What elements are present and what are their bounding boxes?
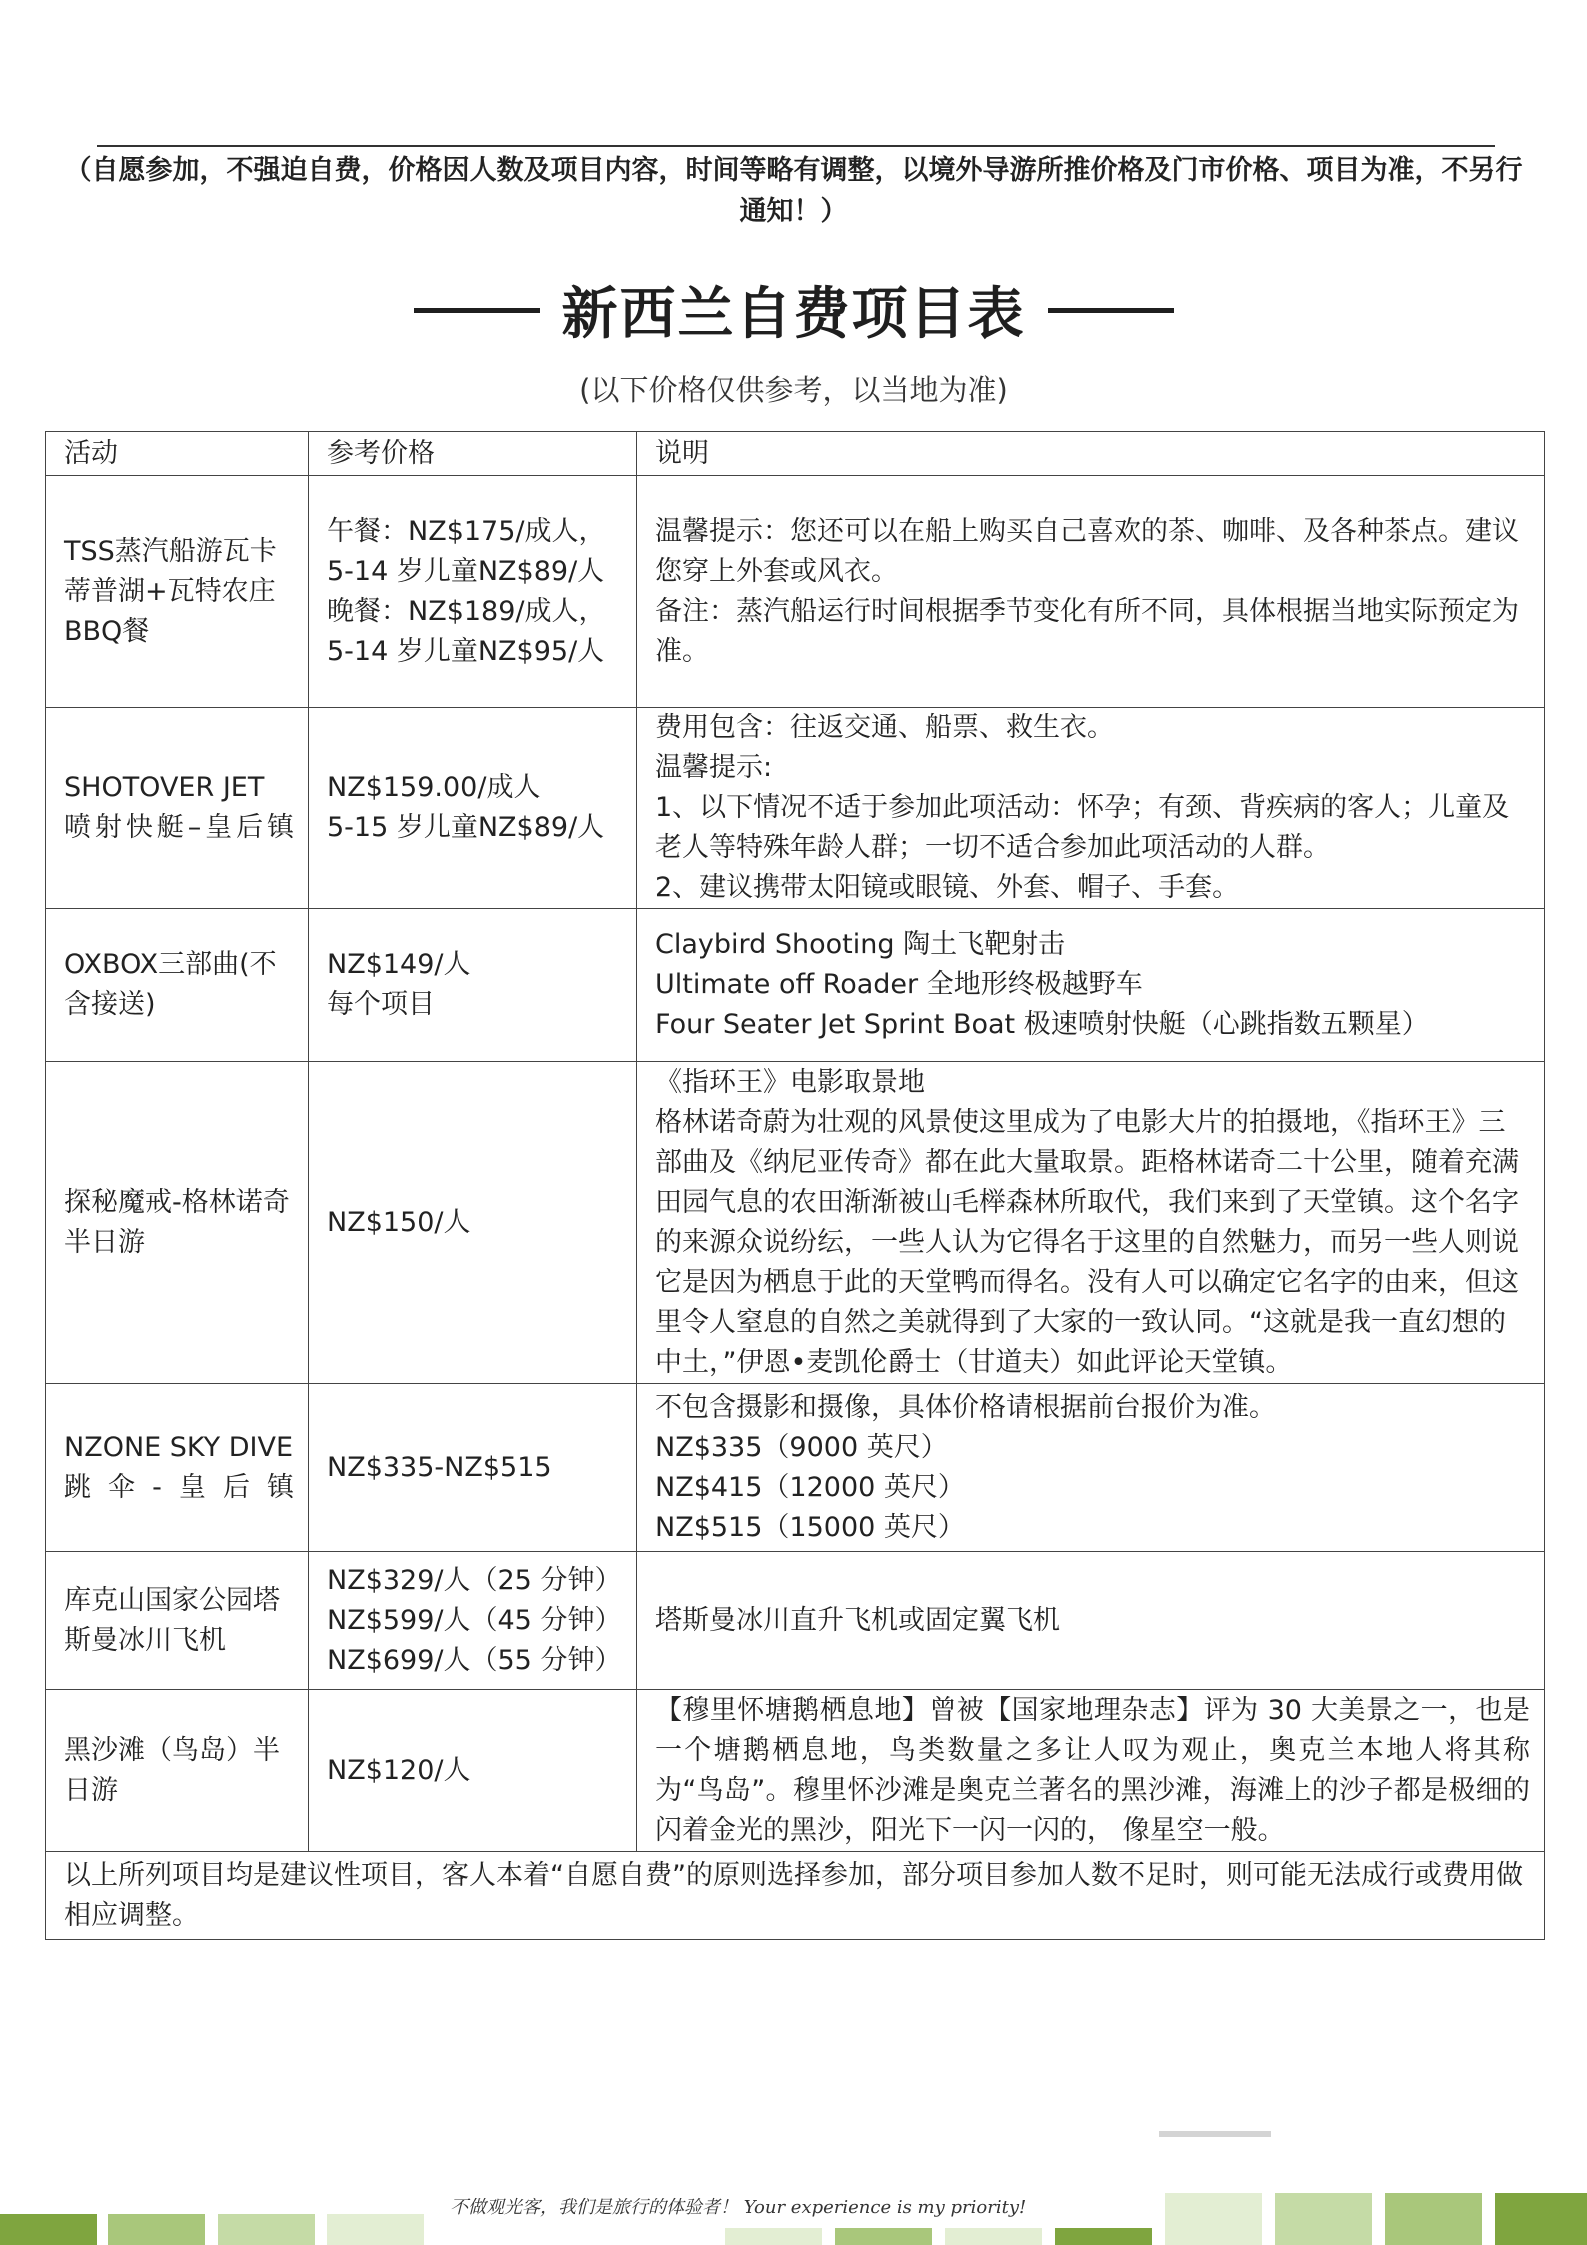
description-line: Ultimate off Roader 全地形终极越野车: [655, 969, 1143, 1000]
activity-cell: 探秘魔戒-格林诺奇半日游: [46, 1062, 309, 1384]
price-line: NZ$159.00/成人: [327, 772, 541, 803]
price-line: NZ$699/人（55 分钟）: [327, 1644, 622, 1676]
description-line: 费用包含：往返交通、船票、救生衣。: [655, 712, 1114, 743]
description-line: 温馨提示:: [655, 752, 773, 783]
price-line: NZ$335-NZ$515: [327, 1451, 552, 1483]
footer-tile: [1275, 2193, 1372, 2245]
notice-text: （自愿参加，不强迫自费，价格因人数及项目内容，时间等略有调整，以境外导游所推价格及门市价格、项目为准，不另行通知！）: [64, 155, 1523, 227]
price-line: NZ$150/人: [327, 1206, 471, 1238]
price-line: NZ$120/人: [327, 1754, 471, 1786]
price-line: 午餐：NZ$175/成人，: [327, 515, 606, 547]
description-line: 塔斯曼冰川直升飞机或固定翼飞机: [655, 1604, 1060, 1636]
description-line: 《指环王》电影取景地: [655, 1066, 925, 1098]
description-line: 【穆里怀塘鹅栖息地】曾被【国家地理杂志】评为 30 大美景之一，也是一个塘鹅栖息地，鸟类数量之多让人叹为观止，奥克兰本地人将其称为“鸟岛”。穆里怀沙滩是奥克兰著名的黑沙滩，海滩上的沙子都是极细的闪着金光的黑沙，阳光下一闪一闪的， 像星空一般。: [655, 1694, 1530, 1846]
price-line: NZ$149/人: [327, 949, 471, 980]
price-cell: [309, 1384, 637, 1552]
header-price: 参考价格: [309, 432, 637, 476]
table-header-row: [46, 432, 1545, 476]
activity-cell: 库克山国家公园塔斯曼冰川飞机: [46, 1552, 309, 1690]
table-row: [46, 1690, 1545, 1852]
description-cell: [637, 1690, 1545, 1852]
page-title: 新西兰自费项目表: [561, 282, 1026, 347]
table-row: [46, 708, 1545, 909]
description-line: 1、以下情况不适于参加此项活动：怀孕；有颈、背疾病的客人；儿童及老人等特殊年龄人群；一切不适合参加此项活动的人群。: [655, 792, 1510, 863]
footer-tile: [1495, 2193, 1587, 2245]
footer-tile: [1055, 2228, 1152, 2245]
table-footer-row: [46, 1852, 1545, 1940]
description-line: 格林诺奇蔚为壮观的风景使这里成为了电影大片的拍摄地，《指环王》三部曲及《纳尼亚传奇》都在此大量取景。距格林诺奇二十公里，随着充满田园气息的农田渐渐被山毛榉森林所取代，我们来到了天堂镇。这个名字的来源众说纷纭，一些人认为它得名于这里的自然魅力，而另一些人则说它是因为栖息于此的天堂鸭而得名。没有人可以确定它名字的由来，但这里令人窒息的自然之美就得到了大家的一致认同。“这就是我一直幻想的中土，”伊恩•麦凯伦爵士（甘道夫）如此评论天堂镇。: [655, 1106, 1519, 1378]
description-line: 温馨提示：您还可以在船上购买自己喜欢的茶、咖啡、及各种茶点。建议您穿上外套或风衣。: [655, 515, 1519, 587]
price-line: NZ$329/人（25 分钟）: [327, 1564, 622, 1596]
description-line: Claybird Shooting 陶土飞靶射击: [655, 929, 1066, 960]
footer-tile: [1165, 2193, 1262, 2245]
activity-cell: 黑沙滩（鸟岛）半日游: [46, 1690, 309, 1852]
footer-tile: [725, 2228, 822, 2245]
price-line: 5-14 岁儿童NZ$95/人: [327, 635, 605, 667]
description-cell: [637, 1552, 1545, 1690]
description-cell: [637, 476, 1545, 708]
footer-tile: [0, 2214, 97, 2245]
title-row: [0, 270, 1587, 350]
activity-cell: TSS蒸汽船游瓦卡蒂普湖+瓦特农庄BBQ餐: [46, 476, 309, 708]
table-row: [46, 1552, 1545, 1690]
footer-rule: [1159, 2131, 1271, 2137]
header-activity: 活动: [46, 432, 309, 476]
table-row: [46, 909, 1545, 1062]
price-line: 5-15 岁儿童NZ$89/人: [327, 812, 605, 843]
price-cell: [309, 909, 637, 1062]
footer-tile: [327, 2214, 424, 2245]
description-cell: [637, 1384, 1545, 1552]
description-line: NZ$415（12000 英尺）: [655, 1471, 965, 1503]
price-line: NZ$599/人（45 分钟）: [327, 1604, 622, 1636]
activity-cell: SHOTOVER JET 喷射快艇–皇后镇: [46, 708, 309, 909]
description-cell: [637, 1062, 1545, 1384]
description-cell: [637, 909, 1545, 1062]
footer-tile: [1385, 2193, 1482, 2245]
table-row: [46, 1384, 1545, 1552]
description-cell: [637, 708, 1545, 909]
top-rule: [97, 145, 1495, 147]
price-cell: [309, 1690, 637, 1852]
footer-note-cell: 以上所列项目均是建议性项目，客人本着“自愿自费”的原则选择参加，部分项目参加人数不足时，则可能无法成行或费用做相应调整。: [46, 1852, 1545, 1940]
footer-tile: [218, 2214, 315, 2245]
title-dash-left: [414, 308, 540, 313]
description-line: 2、建议携带太阳镜或眼镜、外套、帽子、手套。: [655, 872, 1240, 903]
footer-tile: [835, 2228, 932, 2245]
activity-cell: OXBOX三部曲(不含接送): [46, 909, 309, 1062]
footer-slogan: 不做观光客，我们是旅行的体验者！ Your experience is my priority!: [450, 2197, 1027, 2218]
price-cell: [309, 708, 637, 909]
price-line: 5-14 岁儿童NZ$89/人: [327, 555, 605, 587]
price-line: 每个项目: [327, 989, 435, 1020]
price-line: 晚餐：NZ$189/成人，: [327, 595, 606, 627]
description-line: 备注：蒸汽船运行时间根据季节变化有所不同，具体根据当地实际预定为准。: [655, 595, 1519, 667]
price-cell: [309, 1552, 637, 1690]
description-line: NZ$515（15000 英尺）: [655, 1511, 965, 1543]
description-line: Four Seater Jet Sprint Boat 极速喷射快艇（心跳指数五颗星）: [655, 1009, 1429, 1040]
title-dash-right: [1048, 308, 1174, 313]
table-row: [46, 1062, 1545, 1384]
footer-tile: [108, 2214, 205, 2245]
price-cell: [309, 1062, 637, 1384]
page-subtitle: (以下价格仅供参考，以当地为准): [579, 373, 1008, 407]
description-line: NZ$335（9000 英尺）: [655, 1431, 948, 1463]
header-description: 说明: [637, 432, 1545, 476]
optional-tours-table: [45, 431, 1545, 1940]
footer-tile: [945, 2228, 1042, 2245]
description-line: 不包含摄影和摄像，具体价格请根据前台报价为准。: [655, 1391, 1276, 1423]
price-cell: [309, 476, 637, 708]
activity-cell: NZONE SKY DIVE跳伞-皇后镇: [46, 1384, 309, 1552]
table-row: [46, 476, 1545, 708]
